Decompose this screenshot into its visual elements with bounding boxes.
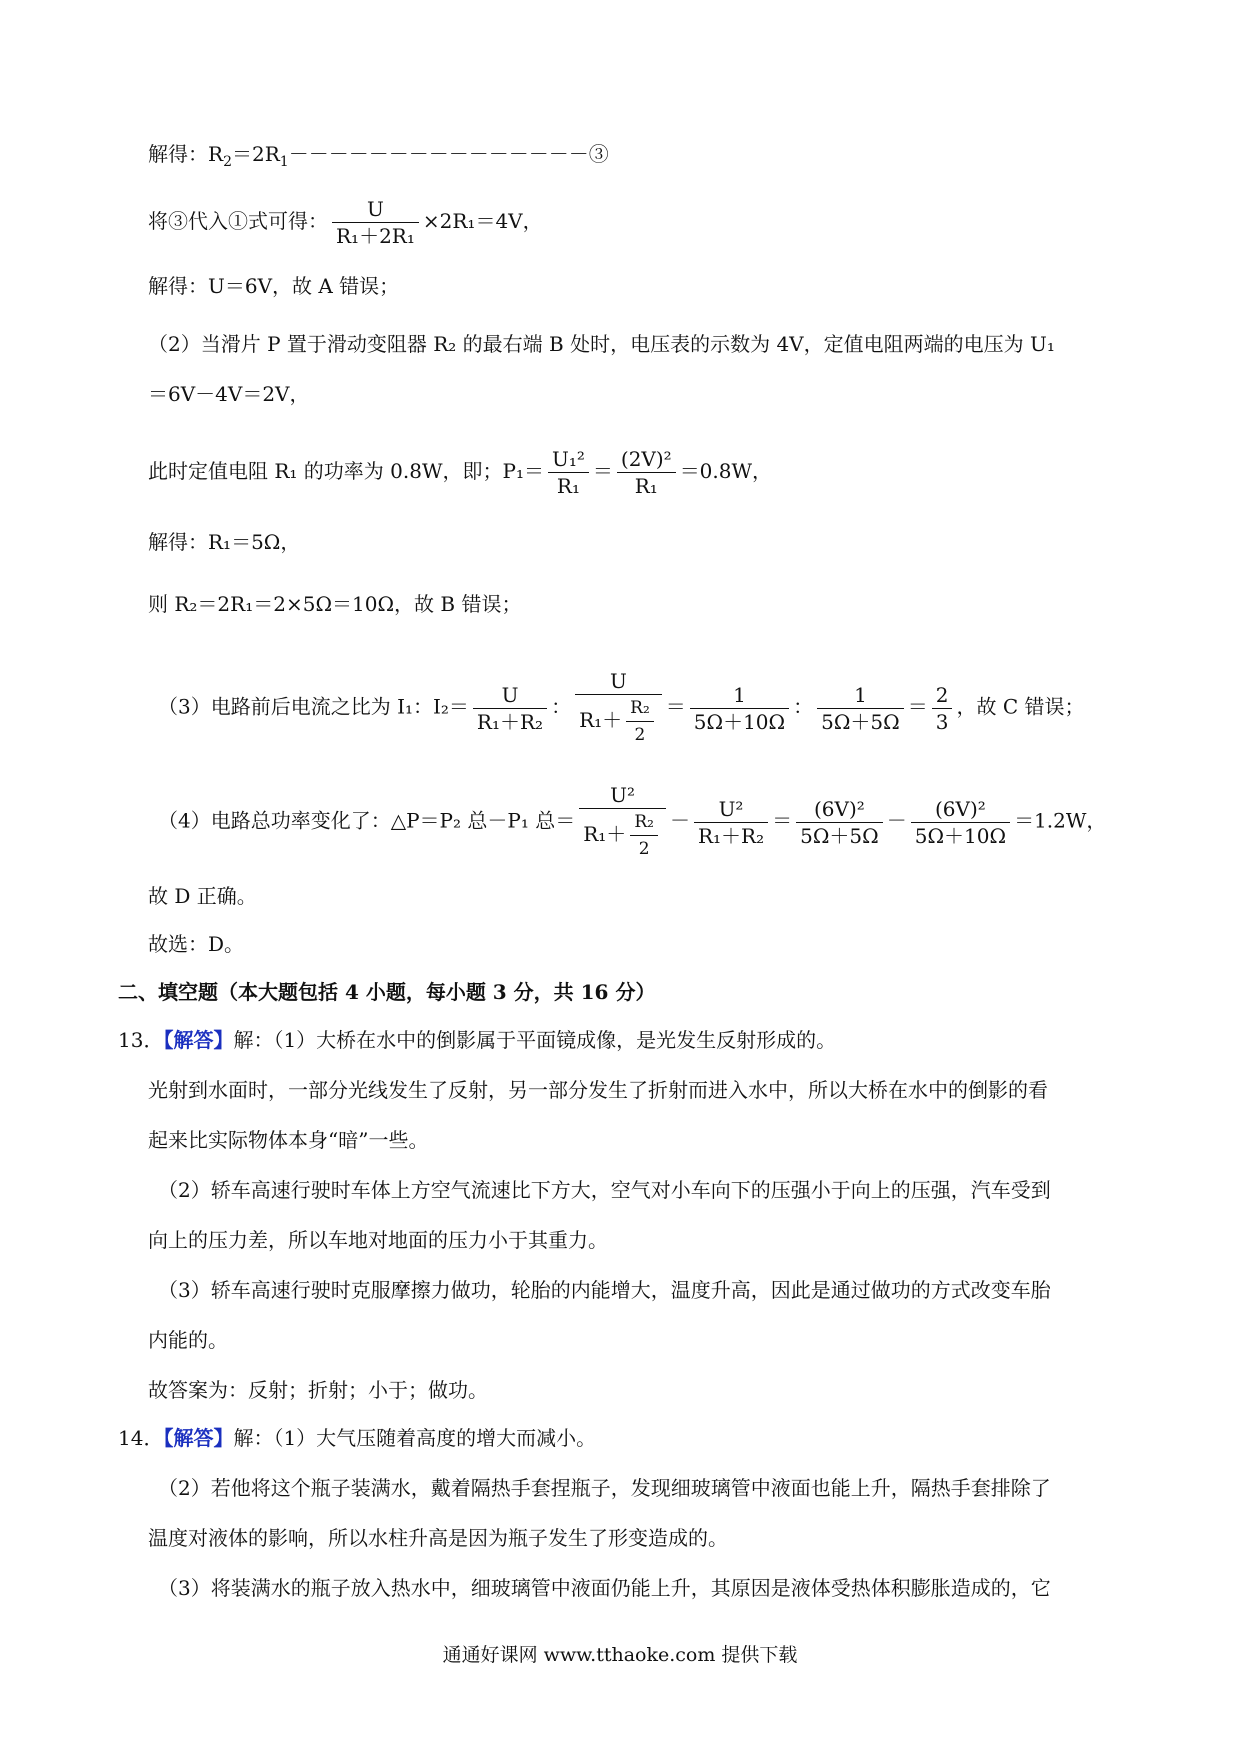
fraction: [630, 809, 658, 862]
q14-line2: （2）若他将这个瓶子装满水，戴着隔热手套捏瓶子，发现细玻璃管中液面也能上升，隔热手套排除了: [158, 1476, 1051, 1500]
fraction: [690, 682, 789, 735]
q13-line4: （2）轿车高速行驶时车体上方空气流速比下方大，空气对小车向下的压强小于向上的压强，汽车受到: [158, 1178, 1051, 1202]
denominator: 3: [935, 709, 949, 734]
line-part3: [158, 668, 1085, 748]
text: ＝: [592, 459, 613, 483]
denominator: 5Ω＋10Ω: [914, 823, 1007, 848]
numerator: U: [575, 668, 662, 695]
text: ＝: [907, 694, 928, 719]
question-number: 13．: [118, 1028, 164, 1052]
text: ＝2R: [231, 142, 280, 166]
subscript: 2: [223, 154, 232, 170]
fraction: [548, 446, 589, 499]
numerator: U: [473, 682, 547, 709]
fraction: [579, 782, 666, 862]
line-substitute: [148, 196, 543, 249]
section-heading: 二、填空题（本大题包括 4 小题，每小题 3 分，共 16 分）: [118, 980, 656, 1004]
numerator: (6V)²: [796, 796, 883, 823]
text: ，故 C 错误；: [956, 694, 1085, 719]
fraction: [473, 682, 547, 735]
fraction: [617, 446, 676, 499]
numerator: U²: [694, 796, 768, 823]
text: R₁＋: [583, 822, 627, 846]
text: 解：（1）大桥在水中的倒影属于平面镜成像，是光发生反射形成的。: [233, 1028, 837, 1052]
numerator: R₂: [626, 695, 654, 722]
line-part2: （2）当滑片 P 置于滑动变阻器 R₂ 的最右端 B 处时，电压表的示数为 4V，定值电阻两端的电压为 U₁: [148, 332, 1055, 356]
text: ：: [793, 694, 814, 719]
text: －: [669, 808, 690, 833]
line-part2-cont: ＝6V－4V＝2V，: [148, 382, 310, 406]
denominator: R₁: [556, 474, 580, 498]
text: （3）电路前后电流之比为 I₁：I₂＝: [158, 694, 469, 719]
numerator: 2: [932, 682, 953, 709]
line-power-r1: [148, 446, 772, 499]
denominator: R₁＋R₂: [476, 709, 544, 734]
denominator: 2: [634, 725, 646, 745]
text: R₁＋: [579, 708, 623, 732]
fraction: [694, 796, 768, 849]
fraction: [796, 796, 883, 849]
numerator: 1: [817, 682, 904, 709]
denominator: 5Ω＋5Ω: [821, 709, 900, 734]
text: －: [886, 808, 907, 833]
q13-line7: 内能的。: [148, 1328, 228, 1352]
line-part4: [158, 782, 1106, 862]
line-d-correct: 故 D 正确。: [148, 884, 257, 908]
denominator: [579, 809, 666, 862]
q13-line1: [118, 1026, 836, 1054]
numerator: U₁²: [548, 446, 589, 473]
denominator: 5Ω＋10Ω: [693, 709, 786, 734]
text: ＝: [665, 694, 686, 719]
text: ：: [551, 694, 572, 719]
page-footer: 通通好课网 www.tthaoke.com 提供下载: [442, 1644, 798, 1666]
q13-line8: 故答案为：反射；折射；小于；做功。: [148, 1378, 488, 1402]
line-choose-d: 故选：D。: [148, 932, 245, 956]
text: （4）电路总功率变化了：△P＝P₂ 总－P₁ 总＝: [158, 808, 576, 833]
numerator: (6V)²: [911, 796, 1010, 823]
q13-line3: 起来比实际物体本身“暗”一些。: [148, 1128, 429, 1152]
fraction: [575, 668, 662, 748]
text: 此时定值电阻 R₁ 的功率为 0.8W，即；P₁＝: [148, 459, 544, 483]
fraction: [932, 682, 953, 735]
q13-line6: （3）轿车高速行驶时克服摩擦力做功，轮胎的内能增大，温度升高，因此是通过做功的方式改变车胎: [158, 1278, 1051, 1302]
answer-tag: 【解答】: [163, 1028, 234, 1052]
denominator: R₁＋R₂: [697, 823, 765, 848]
text: 解得：R: [148, 142, 224, 166]
denominator: 2: [638, 839, 650, 859]
denominator: R₁: [634, 474, 658, 498]
numerator: 1: [690, 682, 789, 709]
fraction: [626, 695, 654, 748]
text: ×2R₁＝4V，: [422, 209, 543, 233]
fraction: [911, 796, 1010, 849]
numerator: U²: [579, 782, 666, 809]
text: 解：（1）大气压随着高度的增大而减小。: [233, 1426, 597, 1450]
q14-line4: （3）将装满水的瓶子放入热水中，细玻璃管中液面仍能上升，其原因是液体受热体积膨胀造成的，它: [158, 1576, 1051, 1600]
denominator: R₁＋2R₁: [336, 224, 415, 248]
line-solve-r1: 解得：R₁＝5Ω，: [148, 530, 301, 554]
text: 将③代入①式可得：: [148, 209, 328, 233]
numerator: U: [332, 196, 419, 223]
fraction: [332, 196, 419, 249]
line-solve-r2: [148, 140, 609, 168]
answer-tag: 【解答】: [163, 1426, 234, 1450]
fraction: [817, 682, 904, 735]
q13-line2: 光射到水面时，一部分光线发生了反射，另一部分发生了折射而进入水中，所以大桥在水中的倒影的看: [148, 1078, 1048, 1102]
line-r2-value: 则 R₂＝2R₁＝2×5Ω＝10Ω，故 B 错误；: [148, 592, 522, 616]
denominator: [575, 695, 662, 748]
denominator: 5Ω＋5Ω: [800, 823, 879, 848]
numerator: R₂: [630, 809, 658, 836]
subscript: 1: [279, 154, 289, 170]
line-solve-u: 解得：U＝6V，故 A 错误；: [148, 274, 400, 298]
text: ＝0.8W，: [679, 459, 773, 483]
q14-line1: [118, 1424, 596, 1452]
q14-line3: 温度对液体的影响，所以水柱升高是因为瓶子发生了形变造成的。: [148, 1526, 728, 1550]
question-number: 14．: [118, 1426, 164, 1450]
q13-line5: 向上的压力差，所以车地对地面的压力小于其重力。: [148, 1228, 608, 1252]
text: ＝: [772, 808, 793, 833]
text: －－－－－－－－－－－－－－－③: [288, 142, 609, 166]
numerator: (2V)²: [617, 446, 676, 473]
text: ＝1.2W，: [1014, 808, 1107, 833]
